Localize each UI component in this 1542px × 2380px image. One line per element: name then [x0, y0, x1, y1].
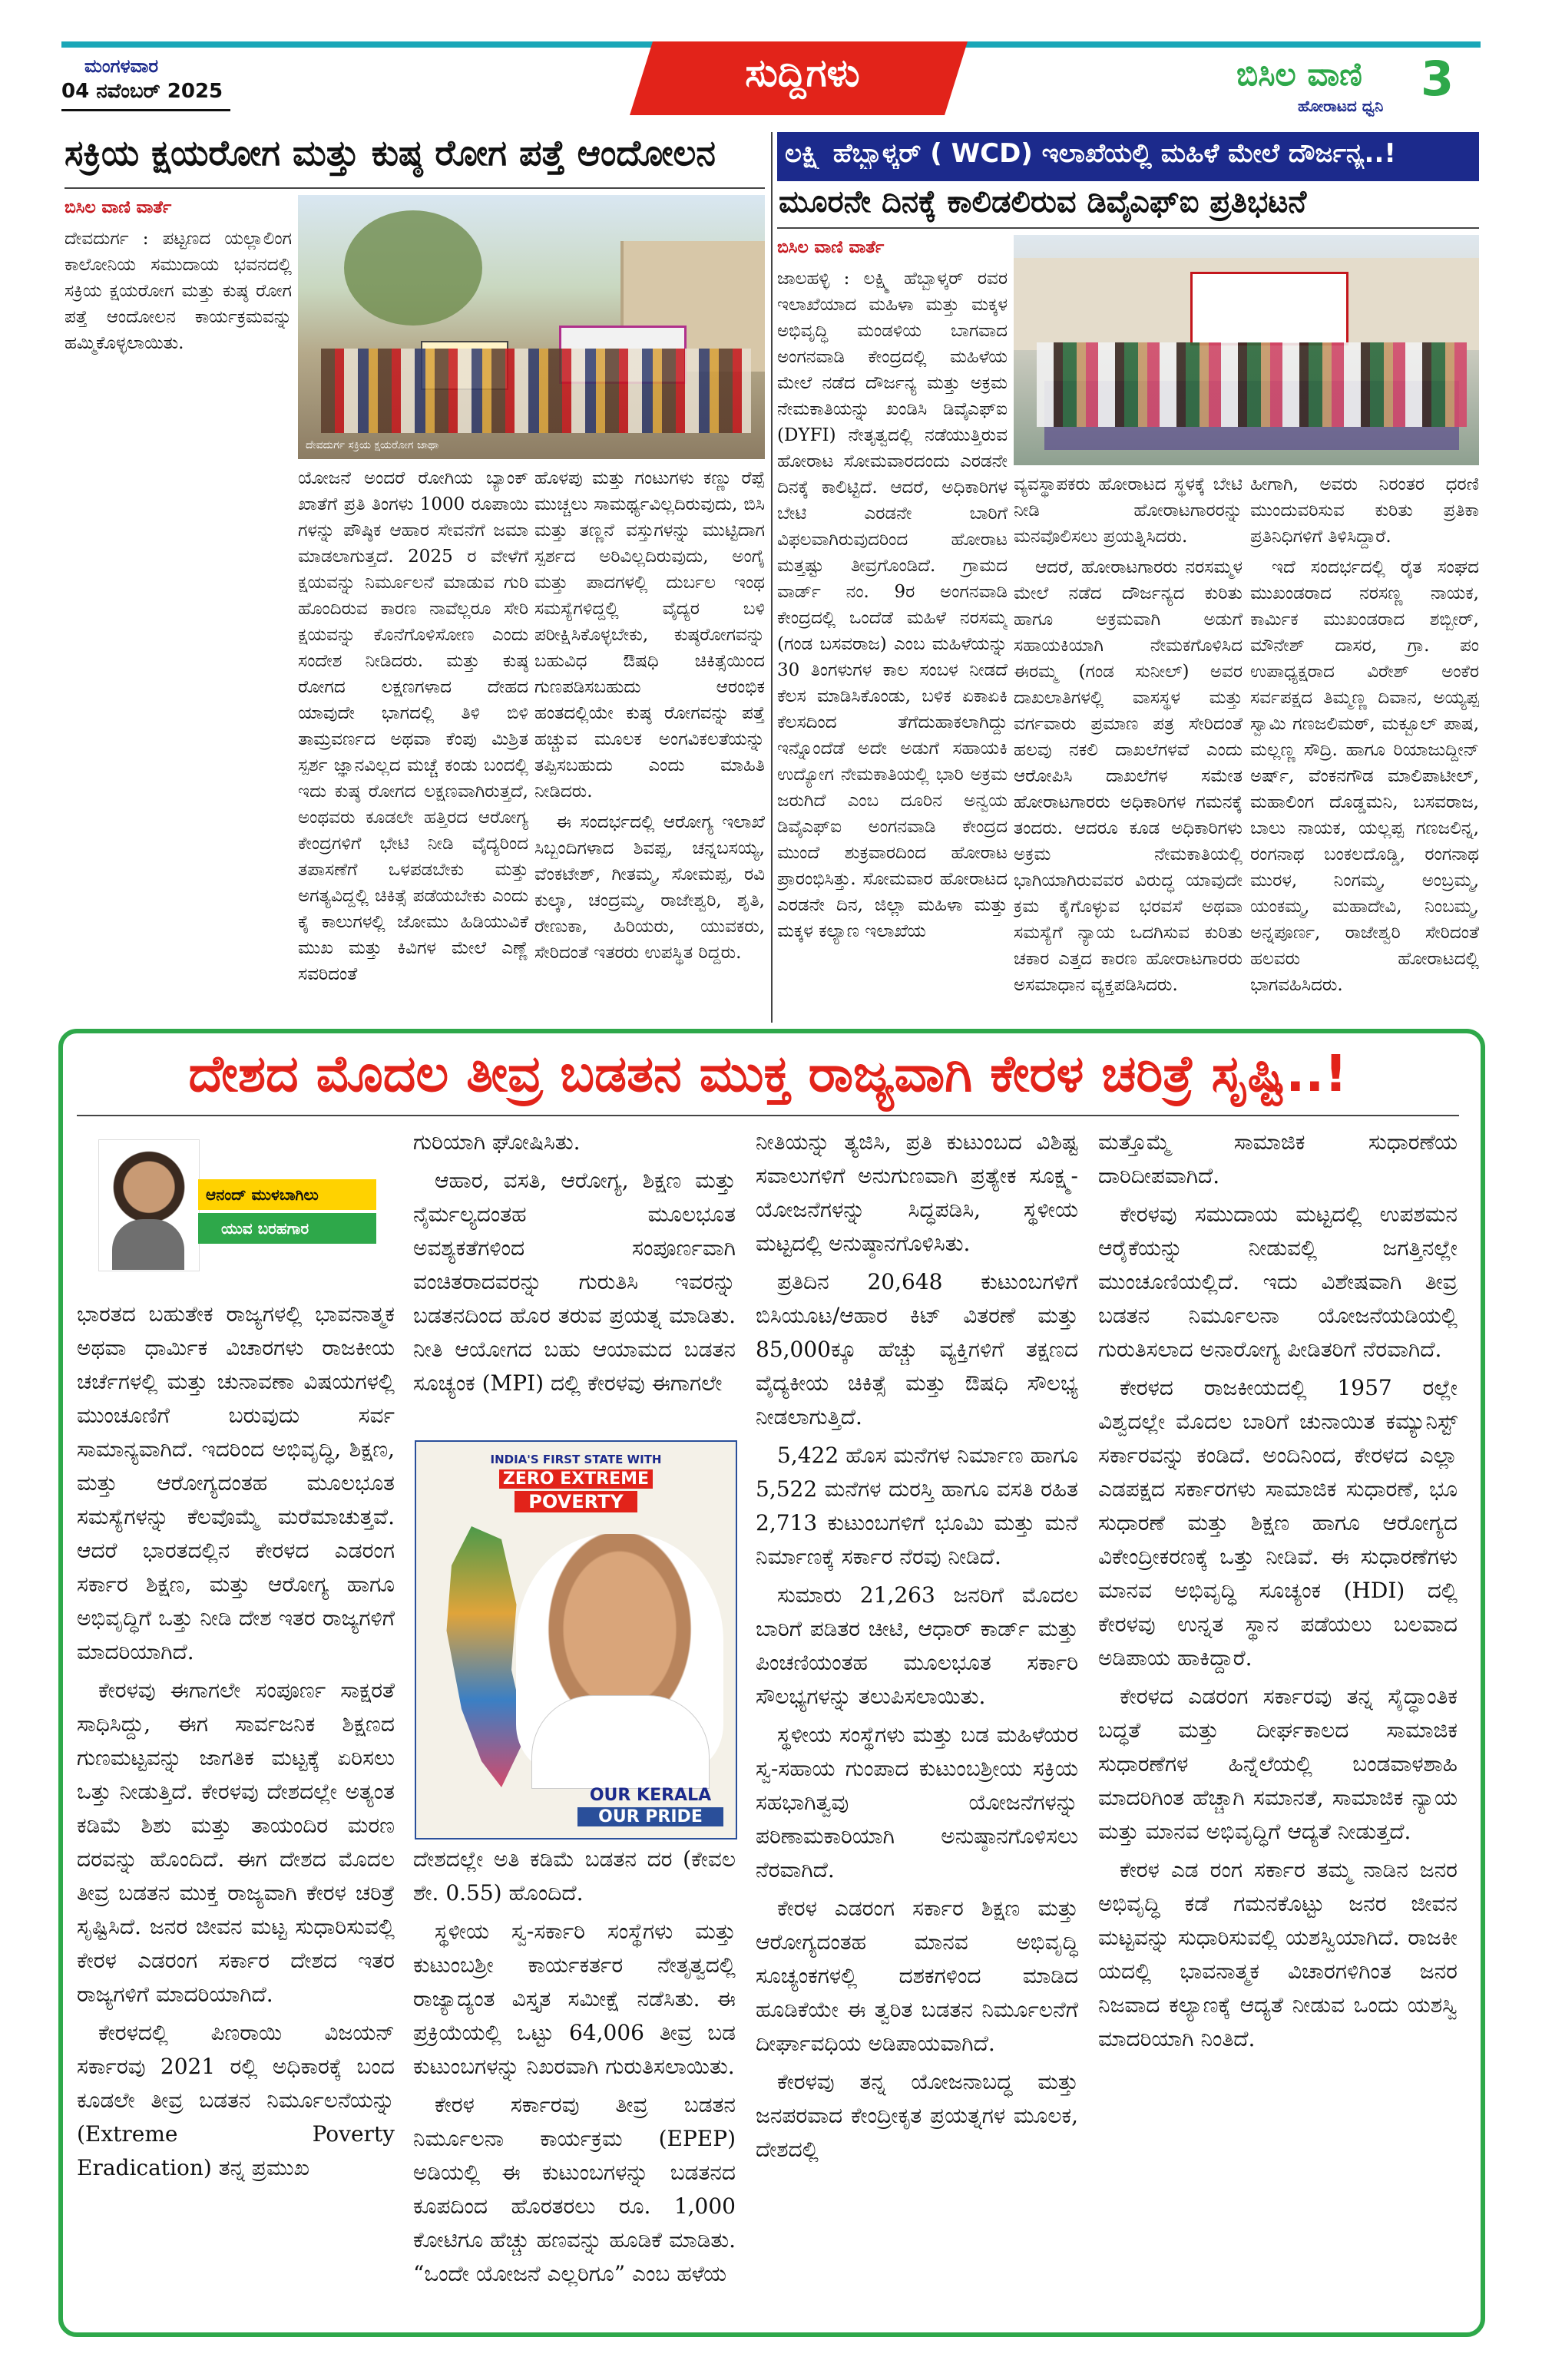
feature-col1-p3: ಕೇರಳದಲ್ಲಿ ಪಿಣರಾಯಿ ವಿಜಯನ್ ಸರ್ಕಾರವು 2021 ರಲ್ಲಿ ಅಧಿಕಾರಕ್ಕೆ ಬಂದ ಕೂಡಲೇ ತೀವ್ರ ಬಡತನ ನಿರ್ಮೂಲನೆಯನ್ನು (Extreme Poverty Eradication) ತನ್ನ ಪ್ರಮುಖ: [77, 2020, 395, 2180]
feature-col1: [77, 1297, 395, 2311]
feature-col3-p4: ಸುಮಾರು 21,263 ಜನರಿಗೆ ಮೊದಲ ಬಾರಿಗೆ ಪಡಿತರ ಚೀಟಿ, ಆಧಾರ್ ಕಾರ್ಡ್ ಮತ್ತು ಪಿಂಚಣಿಯಂತಹ ಮೂಲಭೂತ ಸರ್ಕಾರಿ ಸೌಲಭ್ಯಗಳನ್ನು ತಲುಪಿಸಲಾಯಿತು.: [756, 1582, 1078, 1709]
feature-col4-p3: ಕೇರಳದ ರಾಜಕೀಯದಲ್ಲಿ 1957 ರಲ್ಲೇ ವಿಶ್ವದಲ್ಲೇ ಮೊದಲ ಬಾರಿಗೆ ಚುನಾಯಿತ ಕಮ್ಯುನಿಸ್ಟ್ ಸರ್ಕಾರವನ್ನು ಕಂಡಿದೆ. ಅಂದಿನಿಂದ, ಕೇರಳದ ಎಲ್ಲಾ ಎಡಪಕ್ಷದ ಸರ್ಕಾರಗಳು ಸಾಮಾಜಿಕ ಸುಧಾರಣೆ, ಭೂ ಸುಧಾರಣೆ ಮತ್ತು ಶಿಕ್ಷಣ ಹಾಗೂ ಆರೋಗ್ಯದ ವಿಕೇಂದ್ರೀಕರಣಕ್ಕೆ ಒತ್ತು ನೀಡಿವೆ. ಈ ಸುಧಾರಣೆಗಳು ಮಾನವ ಅಭಿವೃದ್ಧಿ ಸೂಚ್ಯಂಕ (HDI) ದಲ್ಲಿ ಕೇರಳವು ಉನ್ನತ ಸ್ಥಾನ ಪಡೆಯಲು ಬಲವಾದ ಅಡಿಪಾಯ ಹಾಕಿದ್ದಾರೆ.: [1098, 1375, 1458, 1671]
masthead-date: 04 ನವೆಂಬರ್ 2025: [61, 80, 223, 103]
feature-col2-p1: ಗುರಿಯಾಗಿ ಘೋಷಿಸಿತು.: [413, 1129, 581, 1155]
poster-bottom-1: OUR KERALA: [589, 1786, 712, 1805]
story1-byline: ಬಿಸಿಲ ವಾಣಿ ವಾರ್ತೆ: [65, 198, 172, 217]
feature-col3-p2: ಪ್ರತಿದಿನ 20,648 ಕುಟುಂಬಗಳಿಗೆ ಬಿಸಿಯೂಟ/ಆಹಾರ ಕಿಟ್ ವಿತರಣೆ ಮತ್ತು 85,000ಕ್ಕೂ ಹೆಚ್ಚು ವ್ಯಕ್ತಿಗಳಿಗೆ ತಕ್ಷಣದ ವೈದ್ಯಕೀಯ ಚಿಕಿತ್ಸೆ ಮತ್ತು ಔಷಧಿ ಸೌಲಭ್ಯ ನೀಡಲಾಗುತ್ತಿದೆ.: [756, 1269, 1078, 1430]
author-avatar-shirt: [112, 1219, 184, 1270]
story1-photo-caption: ದೇವದುರ್ಗ ಸಕ್ರಿಯ ಕ್ಷಯರೋಗ ಜಾಥಾ: [306, 439, 439, 451]
feature-col4-p1: ಮತ್ತೊಮ್ಮೆ ಸಾಮಾಜಿಕ ಸುಧಾರಣೆಯ ದಾರಿದೀಪವಾಗಿದೆ.: [1098, 1129, 1458, 1188]
story2-headline: ಮೂರನೇ ದಿನಕ್ಕೆ ಕಾಲಿಡಲಿರುವ ಡಿವೈಎಫ್ಐ ಪ್ರತಿಭಟನೆ: [779, 184, 1307, 220]
story2-col3-p1: ಹೀಗಾಗಿ, ಅವರು ನಿರಂತರ ಧರಣಿ ಮುಂದುವರಿಸುವ ಕುರಿತು ಪ್ರತಿಕಾ ಪ್ರತಿನಿಧಿಗಳಿಗೆ ತಿಳಿಸಿದ್ದಾರೆ.: [1250, 474, 1479, 547]
feature-col2-p2: ಆಹಾರ, ವಸತಿ, ಆರೋಗ್ಯ, ಶಿಕ್ಷಣ ಮತ್ತು ನೈರ್ಮಲ್ಯದಂತಹ ಮೂಲಭೂತ ಅವಶ್ಯಕತೆಗಳಿಂದ ಸಂಪೂರ್ಣವಾಗಿ ವಂಚಿತರಾದವರನ್ನು ಗುರುತಿಸಿ ಇವರನ್ನು ಬಡತನದಿಂದ ಹೊರ ತರುವ ಪ್ರಯತ್ನ ಮಾಡಿತು. ನೀತಿ ಆಯೋಗದ ಬಹು ಆಯಾಮದ ಬಡತನ ಸೂಚ್ಯಂಕ (MPI) ದಲ್ಲಿ ಕೇರಳವು ಈಗಾಗಲೇ: [413, 1168, 736, 1396]
story2-col2-p2: ಆದರೆ, ಹೋರಾಟಗಾರರು ನರಸಮ್ಮಳ ಮೇಲೆ ನಡೆದ ದೌರ್ಜನ್ಯದ ಕುರಿತು ಹಾಗೂ ಅಕ್ರಮವಾಗಿ ಅಡುಗೆ ಸಹಾಯಕಿಯಾಗಿ ನೇಮಕಗೊಳಿಸಿದ ಈರಮ್ಮ (ಗಂಡ ಸುನೀಲ್) ಅವರ ದಾಖಲಾತಿಗಳಲ್ಲಿ ವಾಸಸ್ಥಳ ಮತ್ತು ವರ್ಗವಾರು ಪ್ರಮಾಣ ಪತ್ರ ಸೇರಿದಂತೆ ಹಲವು ನಕಲಿ ದಾಖಲೆಗಳವೆ ಎಂದು ಆರೋಪಿಸಿ ದಾಖಲೆಗಳ ಸಮೇತ ಹೋರಾಟಗಾರರು ಅಧಿಕಾರಿಗಳ ಗಮನಕ್ಕೆ ತಂದರು. ಆದರೂ ಕೂಡ ಅಧಿಕಾರಿಗಳು ಅಕ್ರಮ ನೇಮಕಾತಿಯಲ್ಲಿ ಭಾಗಿಯಾಗಿರುವವರ ವಿರುದ್ಧ ಯಾವುದೇ ಕ್ರಮ ಕೈಗೊಳ್ಳುವ ಭರವಸೆ ಅಥವಾ ಸಮಸ್ಯೆಗೆ ನ್ಯಾಯ ಒದಗಿಸುವ ಕುರಿತು ಚಕಾರ ಎತ್ತದ ಕಾರಣ ಹೋರಾಟಗಾರರು ಅಸಮಾಧಾನ ವ್ಯಕ್ತಪಡಿಸಿದರು.: [1014, 557, 1243, 995]
poster-bottom-2: OUR PRIDE: [577, 1807, 723, 1826]
story2-col2: [1014, 471, 1243, 1018]
story1-head-rule: [65, 187, 765, 189]
feature-col4-p4: ಕೇರಳದ ಎಡರಂಗ ಸರ್ಕಾರವು ತನ್ನ ಸೈದ್ಧಾಂತಿಕ ಬದ್ಧತೆ ಮತ್ತು ದೀರ್ಘಕಾಲದ ಸಾಮಾಜಿಕ ಸುಧಾರಣೆಗಳ ಹಿನ್ನೆಲೆಯಲ್ಲಿ ಬಂಡವಾಳಶಾಹಿ ಮಾದರಿಗಿಂತ ಹೆಚ್ಚಾಗಿ ಸಮಾನತೆ, ಸಾಮಾಜಿಕ ನ್ಯಾಯ ಮತ್ತು ಮಾನವ ಅಭಿವೃದ್ಧಿಗೆ ಆದ್ಯತೆ ನೀಡುತ್ತದೆ.: [1098, 1684, 1458, 1844]
poster-title-1: ZERO EXTREME: [499, 1469, 653, 1489]
feature-col3-p5: ಸ್ಥಳೀಯ ಸಂಸ್ಥೆಗಳು ಮತ್ತು ಬಡ ಮಹಿಳೆಯರ ಸ್ವ-ಸಹಾಯ ಗುಂಪಾದ ಕುಟುಂಬಶ್ರೀಯ ಸಕ್ರಿಯ ಸಹಭಾಗಿತ್ವವು ಯೋಜನೆಗಳನ್ನು ಪರಿಣಾಮಕಾರಿಯಾಗಿ ಅನುಷ್ಠಾನಗೊಳಿಸಲು ನೆರವಾಗಿದೆ.: [756, 1722, 1078, 1883]
poster-shirt: [531, 1695, 710, 1789]
story2-photo-people: [1037, 342, 1467, 427]
feature-col1-p2: ಕೇರಳವು ಈಗಾಗಲೇ ಸಂಪೂರ್ಣ ಸಾಕ್ಷರತೆ ಸಾಧಿಸಿದ್ದು, ಈಗ ಸಾರ್ವಜನಿಕ ಶಿಕ್ಷಣದ ಗುಣಮಟ್ಟವನ್ನು ಜಾಗತಿಕ ಮಟ್ಟಕ್ಕೆ ಏರಿಸಲು ಒತ್ತು ನೀಡುತ್ತಿದೆ. ಕೇರಳವು ದೇಶದಲ್ಲೇ ಅತ್ಯಂತ ಕಡಿಮೆ ಶಿಶು ಮತ್ತು ತಾಯಂದಿರ ಮರಣ ದರವನ್ನು ಹೊಂದಿದೆ. ಈಗ ದೇಶದ ಮೊದಲ ತೀವ್ರ ಬಡತನ ಮುಕ್ತ ರಾಜ್ಯವಾಗಿ ಕೇರಳ ಚರಿತ್ರೆ ಸೃಷ್ಟಿಸಿದೆ. ಜನರ ಜೀವನ ಮಟ್ಟ ಸುಧಾರಿಸುವಲ್ಲಿ ಕೇರಳ ಎಡರಂಗ ಸರ್ಕಾರ ದೇಶದ ಇತರ ರಾಜ್ಯಗಳಿಗೆ ಮಾದರಿಯಾಗಿದೆ.: [77, 1678, 395, 2007]
feature-col1-p1: ಭಾರತದ ಬಹುತೇಕ ರಾಜ್ಯಗಳಲ್ಲಿ ಭಾವನಾತ್ಮಕ ಅಥವಾ ಧಾರ್ಮಿಕ ವಿಚಾರಗಳು ರಾಜಕೀಯ ಚರ್ಚೆಗಳಲ್ಲಿ ಮತ್ತು ಚುನಾವಣಾ ವಿಷಯಗಳಲ್ಲಿ ಮುಂಚೂಣಿಗೆ ಬರುವುದು ಸರ್ವ ಸಾಮಾನ್ಯವಾಗಿದೆ. ಇದರಿಂದ ಅಭಿವೃದ್ಧಿ, ಶಿಕ್ಷಣ, ಮತ್ತು ಆರೋಗ್ಯದಂತಹ ಮೂಲಭೂತ ಸಮಸ್ಯೆಗಳನ್ನು ಕೆಲವೊಮ್ಮೆ ಮರೆಮಾಚುತ್ತವೆ. ಆದರೆ ಭಾರತದಲ್ಲಿನ ಕೇರಳದ ಎಡರಂಗ ಸರ್ಕಾರ ಶಿಕ್ಷಣ, ಮತ್ತು ಆರೋಗ್ಯ ಹಾಗೂ ಅಭಿವೃದ್ಧಿಗೆ ಒತ್ತು ನೀಡಿ ದೇಶ ಇತರ ರಾಜ್ಯಗಳಿಗೆ ಮಾದರಿಯಾಗಿದೆ.: [77, 1301, 395, 1664]
feature-col4: [1098, 1126, 1458, 2311]
story1-headline: ಸಕ್ರಿಯ ಕ್ಷಯರೋಗ ಮತ್ತು ಕುಷ್ಠ ರೋಗ ಪತ್ತೆ ಆಂದೋಲನ: [65, 132, 716, 174]
story1-photo: [298, 195, 765, 459]
paper-logo: [1229, 51, 1459, 123]
story1-col3-p1: ಹೊಳಪು ಮತ್ತು ಗಂಟುಗಳು ಕಣ್ಣು ರೆಪ್ಪೆ ಮುಚ್ಚಲು ಸಾಮರ್ಥ್ಯವಿಲ್ಲದಿರುವುದು, ಬಿಸಿ ಮತ್ತು ತಣ್ಣನೆ ವಸ್ತುಗಳನ್ನು ಮುಟ್ಟಿದಾಗ ಸ್ಪರ್ಶದ ಅರಿವಿಲ್ಲದಿರುವುದು, ಅಂಗೈ ಮತ್ತು ಪಾದಗಳಲ್ಲಿ ದುರ್ಬಲ ಇಂಥ ಸಮಸ್ಯೆಗಳಿದ್ದಲ್ಲಿ ವೈದ್ಯರ ಬಳಿ ಪರೀಕ್ಷಿಸಿಕೊಳ್ಳಬೇಕು, ಕುಷ್ಠರೋಗವನ್ನು ಬಹುವಿಧ ಔಷಧಿ ಚಿಕಿತ್ಸೆಯಿಂದ ಗುಣಪಡಿಸಬಹುದು ಆರಂಭಿಕ ಹಂತದಲ್ಲಿಯೇ ಕುಷ್ಠ ರೋಗವನ್ನು ಪತ್ತೆ ಹಚ್ಚುವ ಮೂಲಕ ಅಂಗವಿಕಲತೆಯನ್ನು ತಪ್ಪಿಸಬಹುದು ಎಂದು ಮಾಹಿತಿ ನೀಡಿದರು.: [534, 468, 765, 802]
story2-kicker: ಲಕ್ಷ್ಮಿ ಹೆಬ್ಬಾಳ್ಕರ್ ( WCD) ಇಲಾಖೆಯಲ್ಲಿ ಮಹಿಳೆ ಮೇಲೆ ದೌರ್ಜನ್ಯ..!: [785, 138, 1396, 169]
feature-col3-p6: ಕೇರಳ ಎಡರಂಗ ಸರ್ಕಾರ ಶಿಕ್ಷಣ ಮತ್ತು ಆರೋಗ್ಯದಂತಹ ಮಾನವ ಅಭಿವೃದ್ಧಿ ಸೂಚ್ಯಂಕಗಳಲ್ಲಿ ದಶಕಗಳಿಂದ ಮಾಡಿದ ಹೂಡಿಕೆಯೇ ಈ ತ್ವರಿತ ಬಡತನ ನಿರ್ಮೂಲನೆಗೆ ದೀರ್ಘಾವಧಿಯ ಅಡಿಪಾಯವಾಗಿದೆ.: [756, 1896, 1078, 2056]
story2-col1-p1: ಜಾಲಹಳ್ಳಿ : ಲಕ್ಷ್ಮಿ ಹೆಬ್ಬಾಳ್ಕರ್ ರವರ ಇಲಾಖೆಯಾದ ಮಹಿಳಾ ಮತ್ತು ಮಕ್ಕಳ ಅಭಿವೃದ್ಧಿ ಮಂಡಳಿಯ ಬಾಗವಾದ ಅಂಗನವಾಡಿ ಕೇಂದ್ರದಲ್ಲಿ ಮಹಿಳೆಯ ಮೇಲೆ ನಡೆದ ದೌರ್ಜನ್ಯ ಮತ್ತು ಅಕ್ರಮ ನೇಮಕಾತಿಯನ್ನು ಖಂಡಿಸಿ ಡಿವೈಎಫ್ಐ (DYFI) ನೇತೃತ್ವದಲ್ಲಿ ನಡೆಯುತ್ತಿರುವ ಹೋರಾಟ ಸೋಮವಾರದಂದು ಎರಡನೇ ದಿನಕ್ಕೆ ಕಾಲಿಟ್ಟಿದೆ. ಆದರೆ, ಅಧಿಕಾರಿಗಳ ಬೇಟಿ ಎರಡನೇ ಬಾರಿಗೆ ವಿಫಲವಾಗಿರುವುದರಿಂದ ಹೋರಾಟ ಮತ್ತಷ್ಟು ತೀವ್ರಗೊಂಡಿದೆ. ಗ್ರಾಮದ ವಾರ್ಡ್ ನಂ. 9ರ ಅಂಗನವಾಡಿ ಕೇಂದ್ರದಲ್ಲಿ ಒಂದೆಡೆ ಮಹಿಳೆ ನರಸಮ್ಮ (ಗಂಡ ಬಸವರಾಜ) ಎಂಬ ಮಹಿಳೆಯನ್ನು 30 ತಿಂಗಳುಗಳ ಕಾಲ ಸಂಬಳ ನೀಡದೆ ಕೆಲಸ ಮಾಡಿಸಿಕೊಂಡು, ಬಳಿಕ ಏಕಾಏಕಿ ಕೆಲಸದಿಂದ ತೆಗೆದುಹಾಕಲಾಗಿದ್ದು ಇನ್ನೊಂದೆಡೆ ಅದೇ ಅಡುಗೆ ಸಹಾಯಕಿ ಉದ್ಯೋಗ ನೇಮಕಾತಿಯಲ್ಲಿ ಭಾರಿ ಅಕ್ರಮ ಜರುಗಿದೆ ಎಂಬ ದೂರಿನ ಅನ್ವಯ ಡಿವೈಎಫ್ಐ ಅಂಗನವಾಡಿ ಕೇಂದ್ರದ ಮುಂದೆ ಶುಕ್ರವಾರದಿಂದ ಹೋರಾಟ ಪ್ರಾರಂಭಿಸಿತ್ತು. ಸೋಮವಾರ ಹೋರಾಟದ ಎರಡನೇ ದಿನ, ಜಿಲ್ಲಾ ಮಹಿಳಾ ಮತ್ತು ಮಕ್ಕಳ ಕಲ್ಯಾಣ ಇಲಾಖೆಯ: [777, 269, 1008, 941]
story2-col3: [1250, 471, 1479, 1018]
story1-col2: [298, 465, 528, 1016]
top-divider: [771, 132, 773, 1023]
kerala-poster: [415, 1440, 737, 1840]
story1-photo-tree: [344, 210, 482, 326]
story2-photo: [1014, 235, 1479, 465]
paper-name: ಬಿಸಿಲ ವಾಣಿ: [1236, 55, 1362, 93]
author-role: ಯುವ ಬರಹಗಾರ: [198, 1213, 376, 1244]
poster-top-text: INDIA'S FIRST STATE WITH: [490, 1453, 662, 1466]
story1-photo-crowd: [321, 349, 751, 433]
story2-byline: ಬಿಸಿಲ ವಾಣಿ ವಾರ್ತೆ: [777, 238, 885, 257]
story2-col1: [777, 235, 1008, 1018]
feature-col4-p5: ಕೇರಳ ಎಡ ರಂಗ ಸರ್ಕಾರ ತಮ್ಮ ನಾಡಿನ ಜನರ ಅಭಿವೃದ್ಧಿ ಕಡೆ ಗಮನಕೊಟ್ಟು ಜನರ ಜೀವನ ಮಟ್ಟವನ್ನು ಸುಧಾರಿಸುವಲ್ಲಿ ಯಶಸ್ವಿಯಾಗಿದೆ. ರಾಜಕೀ ಯದಲ್ಲಿ ಭಾವನಾತ್ಮಕ ವಿಚಾರಗಳಿಗಿಂತ ಜನರ ನಿಜವಾದ ಕಲ್ಯಾಣಕ್ಕೆ ಆದ್ಯತೆ ನೀಡುವ ಒಂದು ಯಶಸ್ವಿ ಮಾದರಿಯಾಗಿ ನಿಂತಿದೆ.: [1098, 1857, 1458, 2051]
author-name: ಆನಂದ್ ಮುಳಬಾಗಿಲು: [198, 1179, 376, 1210]
story1-col2-p1: ಯೋಜನೆ ಅಂದರೆ ರೋಗಿಯ ಬ್ಯಾಂಕ್ ಖಾತೆಗೆ ಪ್ರತಿ ತಿಂಗಳು 1000 ರೂಪಾಯಿ ಗಳನ್ನು ಪೌಷ್ಠಿಕ ಆಹಾರ ಸೇವನೆಗೆ ಜಮಾ ಮಾಡಲಾಗುತ್ತದೆ. 2025 ರ ವೇಳೆಗೆ ಕ್ಷಯವನ್ನು ನಿರ್ಮೂಲನೆ ಮಾಡುವ ಗುರಿ ಹೊಂದಿರುವ ಕಾರಣ ನಾವೆಲ್ಲರೂ ಸೇರಿ ಕ್ಷಯವನ್ನು ಕೊನೆಗೊಳಿಸೋಣ ಎಂದು ಸಂದೇಶ ನೀಡಿದರು. ಮತ್ತು ಕುಷ್ಠ ರೋಗದ ಲಕ್ಷಣಗಳಾದ ದೇಹದ ಯಾವುದೇ ಭಾಗದಲ್ಲಿ ತಿಳಿ ಬಿಳಿ ತಾಮ್ರವರ್ಣದ ಅಥವಾ ಕೆಂಪು ಮಿಶ್ರಿತ ಸ್ಪರ್ಶ ಜ್ಞಾನವಿಲ್ಲದ ಮಚ್ಚೆ ಕಂಡು ಬಂದಲ್ಲಿ ಇದು ಕುಷ್ಠ ರೋಗದ ಲಕ್ಷಣವಾಗಿರುತ್ತದೆ, ಅಂಥವರು ಕೂಡಲೇ ಹತ್ತಿರದ ಆರೋಗ್ಯ ಕೇಂದ್ರಗಳಿಗೆ ಭೇಟಿ ನೀಡಿ ವೈದ್ಯರಿಂದ ತಪಾಸಣೆಗೆ ಒಳಪಡಬೇಕು ಮತ್ತು ಅಗತ್ಯವಿದ್ದಲ್ಲಿ ಚಿಕಿತ್ಸೆ ಪಡೆಯಬೇಕು ಎಂದು ಕೈ ಕಾಲುಗಳಲ್ಲಿ ಜೋಮು ಹಿಡಿಯುವಿಕೆ ಮುಖ ಮತ್ತು ಕಿವಿಗಳ ಮೇಲೆ ಎಣ್ಣೆ ಸವರಿದಂತೆ: [298, 468, 528, 984]
feature-col2-bottom: [413, 1843, 736, 2311]
story2-photo-banner: [1190, 272, 1348, 345]
feature-col3: [756, 1126, 1078, 2311]
feature-col4-p2: ಕೇರಳವು ಸಮುದಾಯ ಮಟ್ಟದಲ್ಲಿ ಉಪಶಮನ ಆರೈಕೆಯನ್ನು ನೀಡುವಲ್ಲಿ ಜಗತ್ತಿನಲ್ಲೇ ಮುಂಚೂಣಿಯಲ್ಲಿದೆ. ಇದು ವಿಶೇಷವಾಗಿ ತೀವ್ರ ಬಡತನ ನಿರ್ಮೂಲನಾ ಯೋಜನೆಯಡಿಯಲ್ಲಿ ಗುರುತಿಸಲಾದ ಅನಾರೋಗ್ಯ ಪೀಡಿತರಿಗೆ ನೆರವಾಗಿದೆ.: [1098, 1202, 1458, 1362]
story1-col3: [534, 465, 765, 1016]
feature-head-rule: [77, 1115, 1459, 1116]
story1-col1-p1: ದೇವದುರ್ಗ : ಪಟ್ಟಣದ ಯಲ್ಲಾಲಿಂಗ ಕಾಲೋನಿಯ ಸಮುದಾಯ ಭವನದಲ್ಲಿ ಸಕ್ರಿಯ ಕ್ಷಯರೋಗ ಮತ್ತು ಕುಷ್ಠ ರೋಗ ಪತ್ತೆ ಆಂದೋಲನ ಕಾರ್ಯಕ್ರಮವನ್ನು ಹಮ್ಮಿಕೊಳ್ಳಲಾಯಿತು.: [65, 229, 292, 353]
story1-col1: [65, 195, 292, 1016]
story1-col3-p2: ಈ ಸಂದರ್ಭದಲ್ಲಿ ಆರೋಗ್ಯ ಇಲಾಖೆ ಸಿಬ್ಬಂದಿಗಳಾದ ಶಿವಪ್ಪ, ಚನ್ನಬಸಯ್ಯ, ವೆಂಕಟೇಶ್, ಗೀತಮ್ಮ, ಸೋಮಪ್ಪ, ರವಿ ಕುಲ್ಕಾ, ಚಂದ್ರಮ್ಮ, ರಾಜೇಶ್ವರಿ, ಶೃತಿ, ರೇಣುಕಾ, ಹಿರಿಯರು, ಯುವಕರು, ಸೇರಿದಂತೆ ಇತರರು ಉಪಸ್ಥಿತ ರಿದ್ದರು.: [534, 812, 765, 963]
story2-col2-p1: ವ್ಯವಸ್ಥಾಪಕರು ಹೋರಾಟದ ಸ್ಥಳಕ್ಕೆ ಬೇಟಿ ನೀಡಿ ಹೋರಾಟಗಾರರನ್ನು ಮನವೊಲಿಸಲು ಪ್ರಯತ್ನಿಸಿದರು.: [1014, 474, 1243, 547]
feature-col3-p7: ಕೇರಳವು ತನ್ನ ಯೋಜನಾಬದ್ಧ ಮತ್ತು ಜನಪರವಾದ ಕೇಂದ್ರೀಕೃತ ಪ್ರಯತ್ನಗಳ ಮೂಲಕ, ದೇಶದಲ್ಲಿ: [756, 2069, 1078, 2162]
feature-col2-p4: ಸ್ಥಳೀಯ ಸ್ವ-ಸರ್ಕಾರಿ ಸಂಸ್ಥೆಗಳು ಮತ್ತು ಕುಟುಂಬಶ್ರೀ ಕಾರ್ಯಕರ್ತರ ನೇತೃತ್ವದಲ್ಲಿ ರಾಜ್ಯಾದ್ಯಂತ ವಿಸ್ತೃತ ಸಮೀಕ್ಷೆ ನಡೆಸಿತು. ಈ ಪ್ರಕ್ರಿಯೆಯಲ್ಲಿ ಒಟ್ಟು 64,006 ತೀವ್ರ ಬಡ ಕುಟುಂಬಗಳನ್ನು ನಿಖರವಾಗಿ ಗುರುತಿಸಲಾಯಿತು.: [413, 1919, 736, 2079]
section-title: ಸುದ್ದಿಗಳು: [745, 51, 860, 95]
story2-head-rule: [777, 227, 1479, 229]
feature-col2-p5: ಕೇರಳ ಸರ್ಕಾರವು ತೀವ್ರ ಬಡತನ ನಿರ್ಮೂಲನಾ ಕಾರ್ಯಕ್ರಮ (EPEP) ಅಡಿಯಲ್ಲಿ ಈ ಕುಟುಂಬಗಳನ್ನು ಬಡತನದ ಕೂಪದಿಂದ ಹೊರತರಲು ರೂ. 1,000 ಕೋಟಿಗೂ ಹೆಚ್ಚು ಹಣವನ್ನು ಹೂಡಿಕೆ ಮಾಡಿತು. “ಒಂದೇ ಯೋಜನೆ ಎಲ್ಲರಿಗೂ” ಎಂಬ ಹಳೆಯ: [413, 2092, 736, 2286]
masthead-day: ಮಂಗಳವಾರ: [84, 55, 159, 77]
masthead-date-rule: [61, 109, 230, 111]
poster-title-2: POVERTY: [515, 1491, 637, 1512]
feature-headline: ದೇಶದ ಮೊದಲ ತೀವ್ರ ಬಡತನ ಮುಕ್ತ ರಾಜ್ಯವಾಗಿ ಕೇರಳ ಚರಿತ್ರೆ ಸೃಷ್ಟಿ..!: [188, 1044, 1348, 1103]
feature-col3-p1: ನೀತಿಯನ್ನು ತ್ಯಜಿಸಿ, ಪ್ರತಿ ಕುಟುಂಬದ ವಿಶಿಷ್ಟ ಸವಾಲುಗಳಿಗೆ ಅನುಗುಣವಾಗಿ ಪ್ರತ್ಯೇಕ ಸೂಕ್ಷ್ಮ-ಯೋಜನೆಗಳನ್ನು ಸಿದ್ಧಪಡಿಸಿ, ಸ್ಥಳೀಯ ಮಟ್ಟದಲ್ಲಿ ಅನುಷ್ಠಾನಗೊಳಿಸಿತು.: [756, 1129, 1078, 1256]
feature-col2-top: [413, 1126, 736, 1436]
page-number: 3: [1421, 51, 1454, 107]
story2-col3-p2: ಇದೆ ಸಂದರ್ಭದಲ್ಲಿ ರೈತ ಸಂಘದ ಮುಖಂಡರಾದ ನರಸಣ್ಣ ನಾಯಕ, ಕಾರ್ಮಿಕ ಮುಖಂಡರಾದ ಶಬ್ಬೀರ್, ಮೌನೇಶ್ ದಾಸರ, ಗ್ರಾ. ಪಂ ಉಪಾಧ್ಯಕ್ಷರಾದ ವಿರೇಶ್ ಅಂಕೆರ ಸರ್ವಪಕ್ಷದ ತಿಮ್ಮಣ್ಣ ದಿವಾನ, ಅಯ್ಯಪ್ಪ ಸ್ವಾಮಿ ಗಣಜಲಿಮಠ್, ಮಕ್ಬೂಲ್ ಪಾಷ, ಮಲ್ಲಣ್ಣ ಸೌದ್ರಿ. ಹಾಗೂ ರಿಯಾಜುದ್ದೀನ್ ಅರ್ಷ್, ವೆಂಕನಗೌಡ ಮಾಲಿಪಾಟೀಲ್, ಮಹಾಲಿಂಗ ದೊಡ್ಡಮನಿ, ಬಸವರಾಜ, ಬಾಲು ನಾಯಕ, ಯಲ್ಲಪ್ಪ ಗಣಜಲಿನ್ನ, ರಂಗನಾಥ ಬಂಕಲದೊಡ್ಡಿ, ರಂಗನಾಥ ಮುರಳ, ನಿಂಗಮ್ಮ, ಅಂಬ್ರಮ್ಮ, ಯಂಕಮ್ಮ, ಮಹಾದೇವಿ, ನಿಂಬಮ್ಮ, ಅನ್ನಪೂರ್ಣ, ರಾಜೇಶ್ವರಿ ಸೇರಿದಂತೆ ಹಲವರು ಹೋರಾಟದಲ್ಲಿ ಭಾಗವಹಿಸಿದರು.: [1250, 557, 1479, 995]
author-box: [98, 1139, 376, 1270]
paper-tagline: ಹೋರಾಟದ ಧ್ವನಿ: [1298, 97, 1384, 115]
feature-col2-p3: ದೇಶದಲ್ಲೇ ಅತಿ ಕಡಿಮೆ ಬಡತನ ದರ (ಕೇವಲ ಶೇ. 0.55) ಹೊಂದಿದೆ.: [413, 1846, 736, 1906]
feature-col3-p3: 5,422 ಹೊಸ ಮನೆಗಳ ನಿರ್ಮಾಣ ಹಾಗೂ 5,522 ಮನೆಗಳ ದುರಸ್ತಿ ಹಾಗೂ ವಸತಿ ರಹಿತ 2,713 ಕುಟುಂಬಗಳಿಗೆ ಭೂಮಿ ಮತ್ತು ಮನೆ ನಿರ್ಮಾಣಕ್ಕೆ ಸರ್ಕಾರ ನೆರವು ನೀಡಿದೆ.: [756, 1443, 1078, 1569]
